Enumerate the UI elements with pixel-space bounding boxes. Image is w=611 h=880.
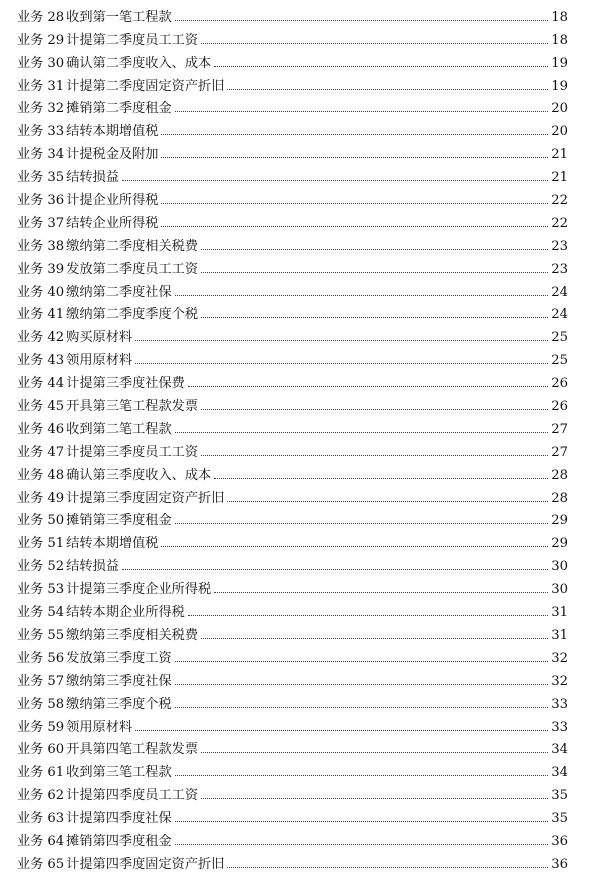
toc-entry[interactable] <box>17 597 568 620</box>
entry-number: 58 <box>47 696 65 712</box>
toc-entry[interactable] <box>17 139 568 162</box>
entry-number: 32 <box>47 101 65 117</box>
entry-page-number: 21 <box>551 170 568 186</box>
entry-prefix: 业务 <box>17 9 44 25</box>
toc-entry[interactable] <box>17 116 568 139</box>
dot-leader <box>161 134 548 135</box>
entry-page-number: 20 <box>551 124 568 140</box>
entry-title: 计提第三季度固定资产折旧 <box>66 490 225 506</box>
entry-page-number: 26 <box>551 376 568 392</box>
entry-page-number: 24 <box>551 307 568 323</box>
entry-page-number: 35 <box>551 811 568 827</box>
table-of-contents <box>17 2 568 872</box>
toc-entry[interactable] <box>17 757 568 780</box>
toc-entry[interactable] <box>17 666 568 689</box>
entry-page-number: 22 <box>551 215 568 231</box>
dot-leader <box>161 157 548 158</box>
entry-prefix: 业务 <box>17 650 44 666</box>
dot-leader <box>201 752 548 753</box>
dot-leader <box>161 226 548 227</box>
entry-number: 63 <box>47 811 65 827</box>
entry-prefix: 业务 <box>17 605 44 621</box>
entry-number: 64 <box>47 833 65 849</box>
entry-title: 计提第四季度员工工资 <box>66 788 199 804</box>
entry-page-number: 19 <box>551 78 568 94</box>
dot-leader <box>175 821 548 822</box>
entry-prefix: 业务 <box>17 467 44 483</box>
entry-page-number: 27 <box>551 421 568 437</box>
toc-entry[interactable] <box>17 322 568 345</box>
entry-page-number: 34 <box>551 765 568 781</box>
entry-number: 48 <box>47 467 65 483</box>
entry-number: 60 <box>47 742 65 758</box>
dot-leader <box>122 569 548 570</box>
toc-entry[interactable] <box>17 2 568 25</box>
dot-leader <box>214 66 548 67</box>
entry-prefix: 业务 <box>17 811 44 827</box>
toc-entry[interactable] <box>17 780 568 803</box>
toc-entry[interactable] <box>17 71 568 94</box>
toc-entry[interactable] <box>17 803 568 826</box>
entry-number: 33 <box>47 124 65 140</box>
entry-title: 收到第二笔工程款 <box>66 421 172 437</box>
entry-title: 缴纳第二季度相关税费 <box>66 238 199 254</box>
entry-prefix: 业务 <box>17 193 44 209</box>
toc-entry[interactable] <box>17 620 568 643</box>
dot-leader <box>135 340 548 341</box>
entry-number: 36 <box>47 193 65 209</box>
entry-prefix: 业务 <box>17 536 44 552</box>
entry-prefix: 业务 <box>17 856 44 872</box>
dot-leader <box>175 844 548 845</box>
toc-entry[interactable] <box>17 551 568 574</box>
toc-entry[interactable] <box>17 735 568 758</box>
entry-page-number: 36 <box>551 833 568 849</box>
entry-title: 缴纳第三季度个税 <box>66 696 172 712</box>
entry-number: 55 <box>47 627 65 643</box>
entry-number: 54 <box>47 605 65 621</box>
toc-entry[interactable] <box>17 300 568 323</box>
dot-leader <box>175 295 548 296</box>
toc-entry[interactable] <box>17 849 568 872</box>
entry-title: 摊销第三季度租金 <box>66 513 172 529</box>
entry-number: 46 <box>47 421 65 437</box>
entry-prefix: 业务 <box>17 78 44 94</box>
entry-page-number: 28 <box>551 490 568 506</box>
entry-prefix: 业务 <box>17 124 44 140</box>
entry-page-number: 33 <box>551 696 568 712</box>
entry-number: 49 <box>47 490 65 506</box>
entry-title: 缴纳第三季度相关税费 <box>66 627 199 643</box>
entry-title: 结转损益 <box>66 559 119 575</box>
dot-leader <box>201 798 548 799</box>
entry-page-number: 30 <box>551 559 568 575</box>
entry-page-number: 23 <box>551 261 568 277</box>
entry-page-number: 31 <box>551 627 568 643</box>
dot-leader <box>214 478 548 479</box>
entry-prefix: 业务 <box>17 353 44 369</box>
entry-number: 56 <box>47 650 65 666</box>
toc-entry[interactable] <box>17 162 568 185</box>
entry-number: 45 <box>47 399 65 415</box>
entry-number: 35 <box>47 170 65 186</box>
entry-title: 计提第二季度员工工资 <box>66 32 199 48</box>
entry-title: 收到第三笔工程款 <box>66 765 172 781</box>
toc-entry[interactable] <box>17 414 568 437</box>
toc-entry[interactable] <box>17 277 568 300</box>
entry-title: 计提第三季度员工工资 <box>66 444 199 460</box>
entry-title: 开具第四笔工程款发票 <box>66 742 199 758</box>
entry-prefix: 业务 <box>17 559 44 575</box>
entry-number: 57 <box>47 673 65 689</box>
entry-number: 61 <box>47 765 65 781</box>
entry-prefix: 业务 <box>17 261 44 277</box>
entry-page-number: 26 <box>551 399 568 415</box>
toc-entry[interactable] <box>17 506 568 529</box>
entry-page-number: 20 <box>551 101 568 117</box>
entry-prefix: 业务 <box>17 55 44 71</box>
entry-prefix: 业务 <box>17 719 44 735</box>
entry-title: 结转本期企业所得税 <box>66 605 185 621</box>
dot-leader <box>201 409 548 410</box>
entry-prefix: 业务 <box>17 513 44 529</box>
entry-page-number: 28 <box>551 467 568 483</box>
dot-leader <box>175 707 548 708</box>
entry-prefix: 业务 <box>17 284 44 300</box>
dot-leader <box>201 272 548 273</box>
entry-title: 计提第四季度社保 <box>66 811 172 827</box>
dot-leader <box>201 317 548 318</box>
entry-prefix: 业务 <box>17 330 44 346</box>
entry-prefix: 业务 <box>17 742 44 758</box>
toc-entry[interactable] <box>17 460 568 483</box>
entry-number: 62 <box>47 788 65 804</box>
entry-page-number: 35 <box>551 788 568 804</box>
entry-number: 40 <box>47 284 65 300</box>
toc-entry[interactable] <box>17 437 568 460</box>
entry-page-number: 33 <box>551 719 568 735</box>
toc-entry[interactable] <box>17 94 568 117</box>
entry-prefix: 业务 <box>17 582 44 598</box>
toc-entry[interactable] <box>17 368 568 391</box>
entry-prefix: 业务 <box>17 833 44 849</box>
entry-title: 计提企业所得税 <box>66 193 159 209</box>
entry-title: 领用原材料 <box>66 353 133 369</box>
dot-leader <box>227 89 548 90</box>
entry-number: 30 <box>47 55 65 71</box>
entry-prefix: 业务 <box>17 490 44 506</box>
entry-number: 29 <box>47 32 65 48</box>
entry-number: 65 <box>47 856 65 872</box>
entry-title: 结转本期增值税 <box>66 536 159 552</box>
toc-entry[interactable] <box>17 185 568 208</box>
toc-entry[interactable] <box>17 826 568 849</box>
dot-leader <box>175 684 548 685</box>
dot-leader <box>175 775 548 776</box>
toc-entry[interactable] <box>17 712 568 735</box>
entry-page-number: 22 <box>551 193 568 209</box>
dot-leader <box>201 43 548 44</box>
entry-title: 摊销第四季度租金 <box>66 833 172 849</box>
dot-leader <box>201 455 548 456</box>
entry-title: 发放第三季度工资 <box>66 650 172 666</box>
entry-page-number: 25 <box>551 353 568 369</box>
entry-page-number: 25 <box>551 330 568 346</box>
entry-number: 43 <box>47 353 65 369</box>
entry-title: 购买原材料 <box>66 330 133 346</box>
entry-number: 38 <box>47 238 65 254</box>
toc-entry[interactable] <box>17 345 568 368</box>
entry-prefix: 业务 <box>17 238 44 254</box>
entry-page-number: 18 <box>551 9 568 25</box>
entry-title: 计提第三季度企业所得税 <box>66 582 212 598</box>
entry-page-number: 21 <box>551 147 568 163</box>
entry-number: 34 <box>47 147 65 163</box>
entry-number: 51 <box>47 536 65 552</box>
dot-leader <box>161 546 548 547</box>
entry-prefix: 业务 <box>17 32 44 48</box>
entry-prefix: 业务 <box>17 627 44 643</box>
entry-title: 缴纳第二季度社保 <box>66 284 172 300</box>
entry-number: 50 <box>47 513 65 529</box>
dot-leader <box>188 615 548 616</box>
entry-title: 摊销第二季度租金 <box>66 101 172 117</box>
entry-number: 31 <box>47 78 65 94</box>
entry-title: 结转本期增值税 <box>66 124 159 140</box>
toc-entry[interactable] <box>17 483 568 506</box>
dot-leader <box>188 386 548 387</box>
entry-number: 37 <box>47 215 65 231</box>
entry-number: 47 <box>47 444 65 460</box>
dot-leader <box>175 111 548 112</box>
toc-entry[interactable] <box>17 231 568 254</box>
entry-title: 计提第二季度固定资产折旧 <box>66 78 225 94</box>
dot-leader <box>227 501 548 502</box>
entry-title: 缴纳第二季度季度个税 <box>66 307 199 323</box>
entry-title: 收到第一笔工程款 <box>66 9 172 25</box>
entry-prefix: 业务 <box>17 696 44 712</box>
entry-title: 缴纳第三季度社保 <box>66 673 172 689</box>
entry-number: 59 <box>47 719 65 735</box>
entry-page-number: 32 <box>551 673 568 689</box>
entry-prefix: 业务 <box>17 147 44 163</box>
entry-title: 结转损益 <box>66 170 119 186</box>
entry-page-number: 31 <box>551 605 568 621</box>
entry-number: 42 <box>47 330 65 346</box>
toc-entry[interactable] <box>17 25 568 48</box>
entry-prefix: 业务 <box>17 765 44 781</box>
toc-entry[interactable] <box>17 254 568 277</box>
entry-title: 计提第三季度社保费 <box>66 376 185 392</box>
dot-leader <box>214 592 548 593</box>
entry-page-number: 18 <box>551 32 568 48</box>
entry-prefix: 业务 <box>17 399 44 415</box>
entry-title: 发放第二季度员工工资 <box>66 261 199 277</box>
entry-page-number: 27 <box>551 444 568 460</box>
dot-leader <box>227 867 548 868</box>
entry-page-number: 29 <box>551 513 568 529</box>
entry-title: 计提第四季度固定资产折旧 <box>66 856 225 872</box>
entry-prefix: 业务 <box>17 215 44 231</box>
dot-leader <box>135 363 548 364</box>
entry-prefix: 业务 <box>17 307 44 323</box>
entry-number: 41 <box>47 307 65 323</box>
entry-page-number: 30 <box>551 582 568 598</box>
entry-number: 52 <box>47 559 65 575</box>
entry-prefix: 业务 <box>17 673 44 689</box>
entry-title: 开具第三笔工程款发票 <box>66 399 199 415</box>
toc-entry[interactable] <box>17 643 568 666</box>
dot-leader <box>135 730 548 731</box>
entry-prefix: 业务 <box>17 444 44 460</box>
toc-entry[interactable] <box>17 574 568 597</box>
entry-prefix: 业务 <box>17 101 44 117</box>
entry-page-number: 36 <box>551 856 568 872</box>
entry-number: 28 <box>47 9 65 25</box>
entry-number: 44 <box>47 376 65 392</box>
entry-title: 计提税金及附加 <box>66 147 159 163</box>
entry-prefix: 业务 <box>17 421 44 437</box>
entry-page-number: 23 <box>551 238 568 254</box>
dot-leader <box>175 432 548 433</box>
entry-number: 53 <box>47 582 65 598</box>
dot-leader <box>122 180 548 181</box>
toc-entry[interactable] <box>17 391 568 414</box>
entry-prefix: 业务 <box>17 788 44 804</box>
entry-prefix: 业务 <box>17 376 44 392</box>
dot-leader <box>201 638 548 639</box>
entry-prefix: 业务 <box>17 170 44 186</box>
entry-page-number: 32 <box>551 650 568 666</box>
entry-title: 领用原材料 <box>66 719 133 735</box>
dot-leader <box>175 523 548 524</box>
dot-leader <box>175 20 548 21</box>
entry-title: 确认第二季度收入、成本 <box>66 55 212 71</box>
entry-number: 39 <box>47 261 65 277</box>
toc-entry[interactable] <box>17 528 568 551</box>
entry-title: 结转企业所得税 <box>66 215 159 231</box>
dot-leader <box>161 203 548 204</box>
toc-entry[interactable] <box>17 208 568 231</box>
toc-entry[interactable] <box>17 48 568 71</box>
entry-page-number: 24 <box>551 284 568 300</box>
dot-leader <box>175 661 548 662</box>
entry-page-number: 29 <box>551 536 568 552</box>
toc-entry[interactable] <box>17 689 568 712</box>
entry-page-number: 34 <box>551 742 568 758</box>
dot-leader <box>201 249 548 250</box>
entry-page-number: 19 <box>551 55 568 71</box>
entry-title: 确认第三季度收入、成本 <box>66 467 212 483</box>
cut-off-next-entry <box>17 870 257 880</box>
